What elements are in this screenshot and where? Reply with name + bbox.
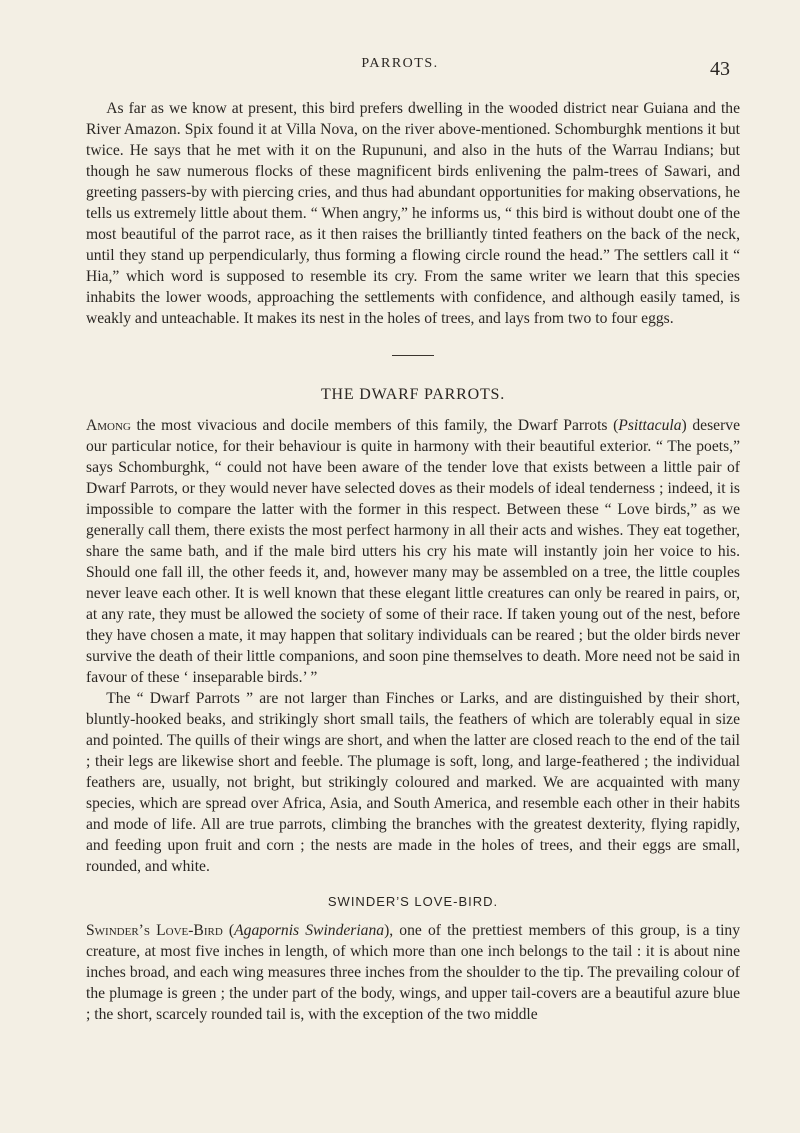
- intro-paragraph: As far as we know at present, this bird prefers dwelling in the wooded district near Guiana and the River Amazon. Spix found it at Villa Nova, on the river above-mentioned. Schomburghk mentions it but twice. He says that he met with it on the Rupununi, and also in the huts of the Warrau Indians; but though he saw numerous flocks of these magnificent birds enlivening the palm-trees of Sawari, and greeting passers-by with piercing cries, and thus had abundant opportunities for making observations, he tells us extremely little about them. “ When angry,” he informs us, “ this bird is without doubt one of the most beautiful of the parrot race, as it then raises the brilliantly tinted feathers on the back of the neck, until they stand up perpendicularly, thus forming a flowing circle round the head.” The settlers call it “ Hia,” which word is supposed to resemble its cry. From the same writer we learn that this species inhabits the lower woods, approaching the settlements with confidence, and although easily tamed, is weakly and unteachable. It makes its nest in the holes of trees, and lays from two to four eggs.: [86, 100, 740, 327]
- body-text: [86, 98, 740, 1025]
- swinder-lead-words: Swinder’s Love-Bird: [86, 922, 223, 939]
- section-separator-rule: [392, 355, 434, 356]
- dwarf-p1-part-b: ) deserve our particular notice, for their behaviour is quite in harmony with their beautiful exterior. “ The poets,” says Schomburghk, “ could not have been aware of the tender love that exists between a little pair of Dwarf Parrots, or they would never have selected doves as their models of ideal tenderness ; indeed, it is impossible to compare the latter with the former in this respect. Between these “ Love birds,” as we generally call them, there exists the most perfect harmony in all their acts and wishes. They eat together, share the same bath, and if the male bird utters his cry his mate will instantly join her voice to his. Should one fall ill, the other feeds it, and, however many may be assembled on a tree, the little couples never leave each other. It is well known that these elegant little creatures can only be reared in pairs, or, at any rate, they must be allowed the society of some of their race. If taken young out of the nest, before they have chosen a mate, it may happen that solitary individuals can be reared ; but the older birds never survive the death of their little companions, and soon pine themselves to death. More need not be said in favour of these ‘ inseparable birds.’ ”: [86, 417, 740, 686]
- swinder-part-a: (: [222, 922, 235, 939]
- swinder-paragraph: [86, 920, 740, 1025]
- page-number: 43: [710, 58, 730, 80]
- dwarf-lead-word: Among: [86, 417, 131, 434]
- section-title-dwarf-parrots: THE DWARF PARROTS.: [320, 386, 506, 403]
- swinder-latin-name: Agapornis Swinderiana: [234, 922, 385, 939]
- section-title-swinder-love-bird: SWINDER’S LOVE-BIRD.: [327, 894, 499, 909]
- dwarf-paragraph-1: [86, 415, 740, 688]
- dwarf-paragraph-2: The “ Dwarf Parrots ” are not larger than Finches or Larks, and are distinguished by their short, bluntly-hooked beaks, and strikingly short small tails, the feathers of which are tolerably equal in size and pointed. The quills of their wings are short, and when the latter are closed reach to the end of the tail ; their legs are likewise short and feeble. The plumage is soft, long, and large-feathered ; the individual feathers are, usually, not bright, but strikingly coloured and marked. We are acquainted with many species, which are spread over Africa, Asia, and South America, and resemble each other in their habits and mode of life. All are true parrots, climbing the branches with the greatest dexterity, flying rapidly, and feeding upon fruit and corn ; the nests are made in the holes of trees, and their eggs are small, rounded, and white.: [86, 690, 740, 875]
- running-head: PARROTS.: [361, 56, 439, 71]
- dwarf-latin-name: Psittacula: [618, 417, 682, 434]
- swinder-part-b: ), one of the prettiest members of this group, is a tiny creature, at most five inches in length, of which more than one inch belongs to the tail : it is about nine inches broad, and each wing measures three inches from the shoulder to the tip. The prevailing colour of the plumage is green ; the under part of the body, wings, and upper tail-covers are a beautiful azure blue ; the short, scarcely rounded tail is, with the exception of the two middle: [86, 922, 740, 1023]
- dwarf-p1-part-a: the most vivacious and docile members of this family, the Dwarf Parrots (: [130, 417, 619, 434]
